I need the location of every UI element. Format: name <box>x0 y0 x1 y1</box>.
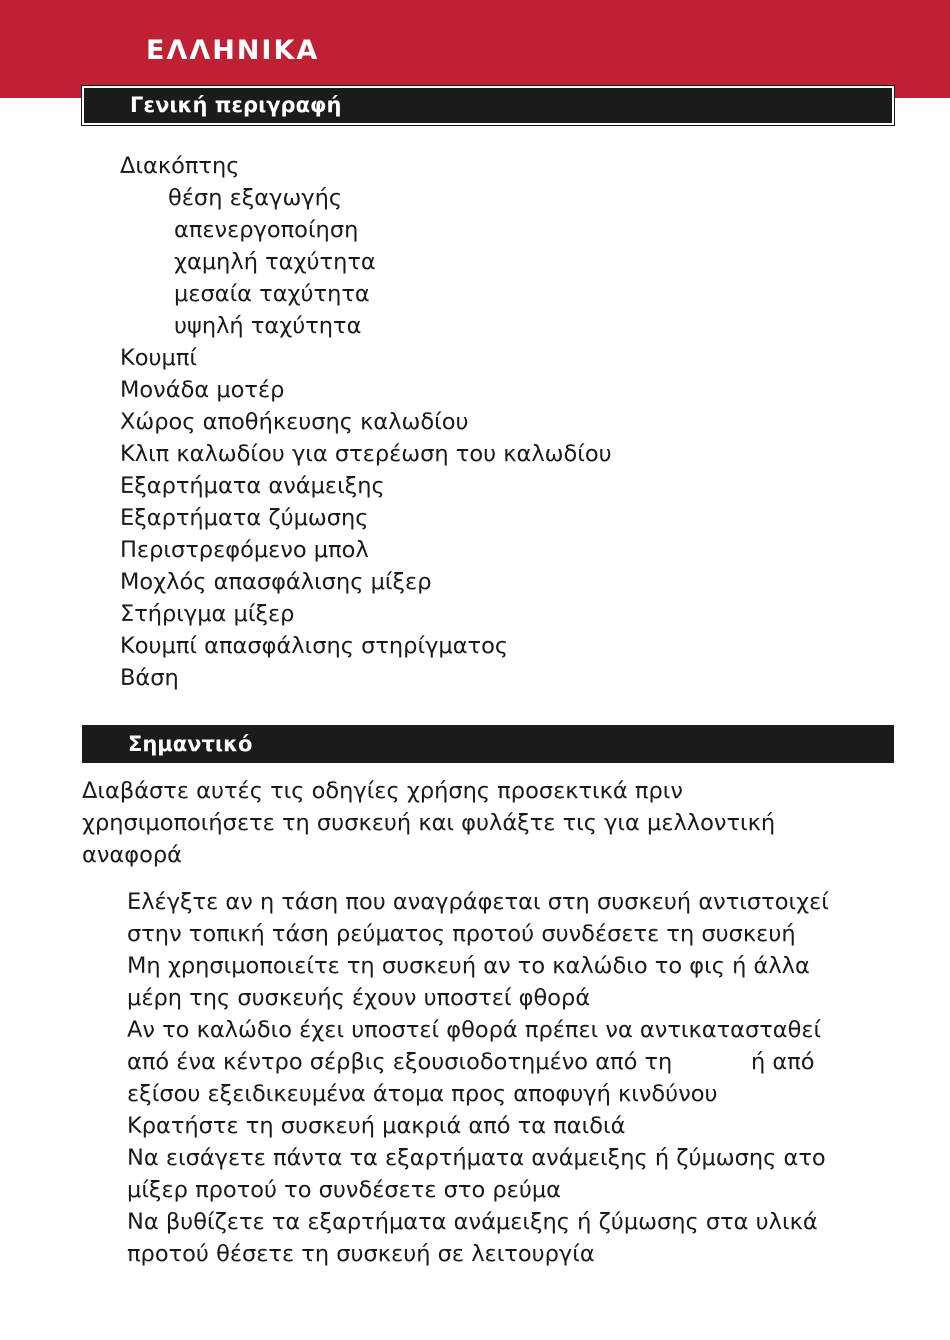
warning-line: εξίσου εξειδικευμένα άτομα προς αποφυγή κινδύνου <box>127 1081 718 1107</box>
warnings-list <box>127 886 829 1270</box>
list-item: μεσαία ταχύτητα <box>174 281 370 307</box>
warning-line: Να εισάγετε πάντα τα εξαρτήματα ανάμειξης ή ζύμωσης ατο <box>127 1145 826 1171</box>
intro-line: χρησιμοποιήσετε τη συσκευή και φυλάξτε τις για μελλοντική <box>82 810 776 836</box>
section-bar-important <box>82 725 894 763</box>
header-band <box>0 0 950 98</box>
warning-line: Κρατήστε τη συσκευή μακριά από τα παιδιά <box>127 1113 626 1139</box>
section-heading-general-description: Γενική περιγραφή <box>130 93 342 117</box>
list-item: υψηλή ταχύτητα <box>174 313 362 339</box>
warning-line: Αν το καλώδιο έχει υποστεί φθορά πρέπει να αντικατασταθεί <box>127 1017 822 1043</box>
list-item: χαμηλή ταχύτητα <box>174 249 376 275</box>
list-item: Κουμπί <box>120 345 198 371</box>
warning-line: στην τοπική τάση ρεύματος προτού συνδέσετε τη συσκευή <box>127 921 796 947</box>
warning-line: Ελέγξτε αν η τάση που αναγράφεται στη συσκευή αντιστοιχεί <box>127 889 829 915</box>
list-item: Στήριγμα μίξερ <box>120 601 295 627</box>
warning-line: Μη χρησιμοποιείτε τη συσκευή αν το καλώδιο το φις ή άλλα <box>127 953 810 979</box>
section-heading-important: Σημαντικό <box>128 732 253 756</box>
warning-line: από ένα κέντρο σέρβις εξουσιοδοτημένο από τη ή από <box>127 1049 815 1075</box>
section-bar-general-description <box>82 86 894 125</box>
list-item: Μοχλός απασφάλισης μίξερ <box>120 569 432 595</box>
list-item: Περιστρεφόμενο μπολ <box>120 537 369 563</box>
list-item: Κουμπί απασφάλισης στηρίγματος <box>120 633 509 659</box>
list-item: Μονάδα μοτέρ <box>120 377 285 403</box>
intro-line: Διαβάστε αυτές τις οδηγίες χρήσης προσεκτικά πριν <box>82 778 683 804</box>
language-title: ΕΛΛΗΝΙΚΑ <box>146 35 320 66</box>
list-item: Εξαρτήματα ζύμωσης <box>120 505 369 531</box>
warning-line: μέρη της συσκευής έχουν υποστεί φθορά <box>127 985 591 1011</box>
important-intro-paragraph <box>82 775 882 871</box>
warning-line: προτού θέσετε τη συσκευή σε λειτουργία <box>127 1241 595 1267</box>
intro-line: αναφορά <box>82 842 182 868</box>
list-item: Διακόπτης <box>120 153 240 179</box>
list-item: θέση εξαγωγής <box>168 185 343 211</box>
list-item: Κλιπ καλωδίου για στερέωση του καλωδίου <box>120 441 612 467</box>
parts-list <box>120 150 612 694</box>
list-item: απενεργοποίηση <box>174 217 359 243</box>
warning-line: μίξερ προτού το συνδέσετε στο ρεύμα <box>127 1177 562 1203</box>
list-item: Εξαρτήματα ανάμειξης <box>120 473 385 499</box>
warning-line: Να βυθίζετε τα εξαρτήματα ανάμειξης ή ζύμωσης στα υλικά <box>127 1209 818 1235</box>
list-item: Βάση <box>120 665 179 691</box>
list-item: Χώρος αποθήκευσης καλωδίου <box>120 409 469 435</box>
